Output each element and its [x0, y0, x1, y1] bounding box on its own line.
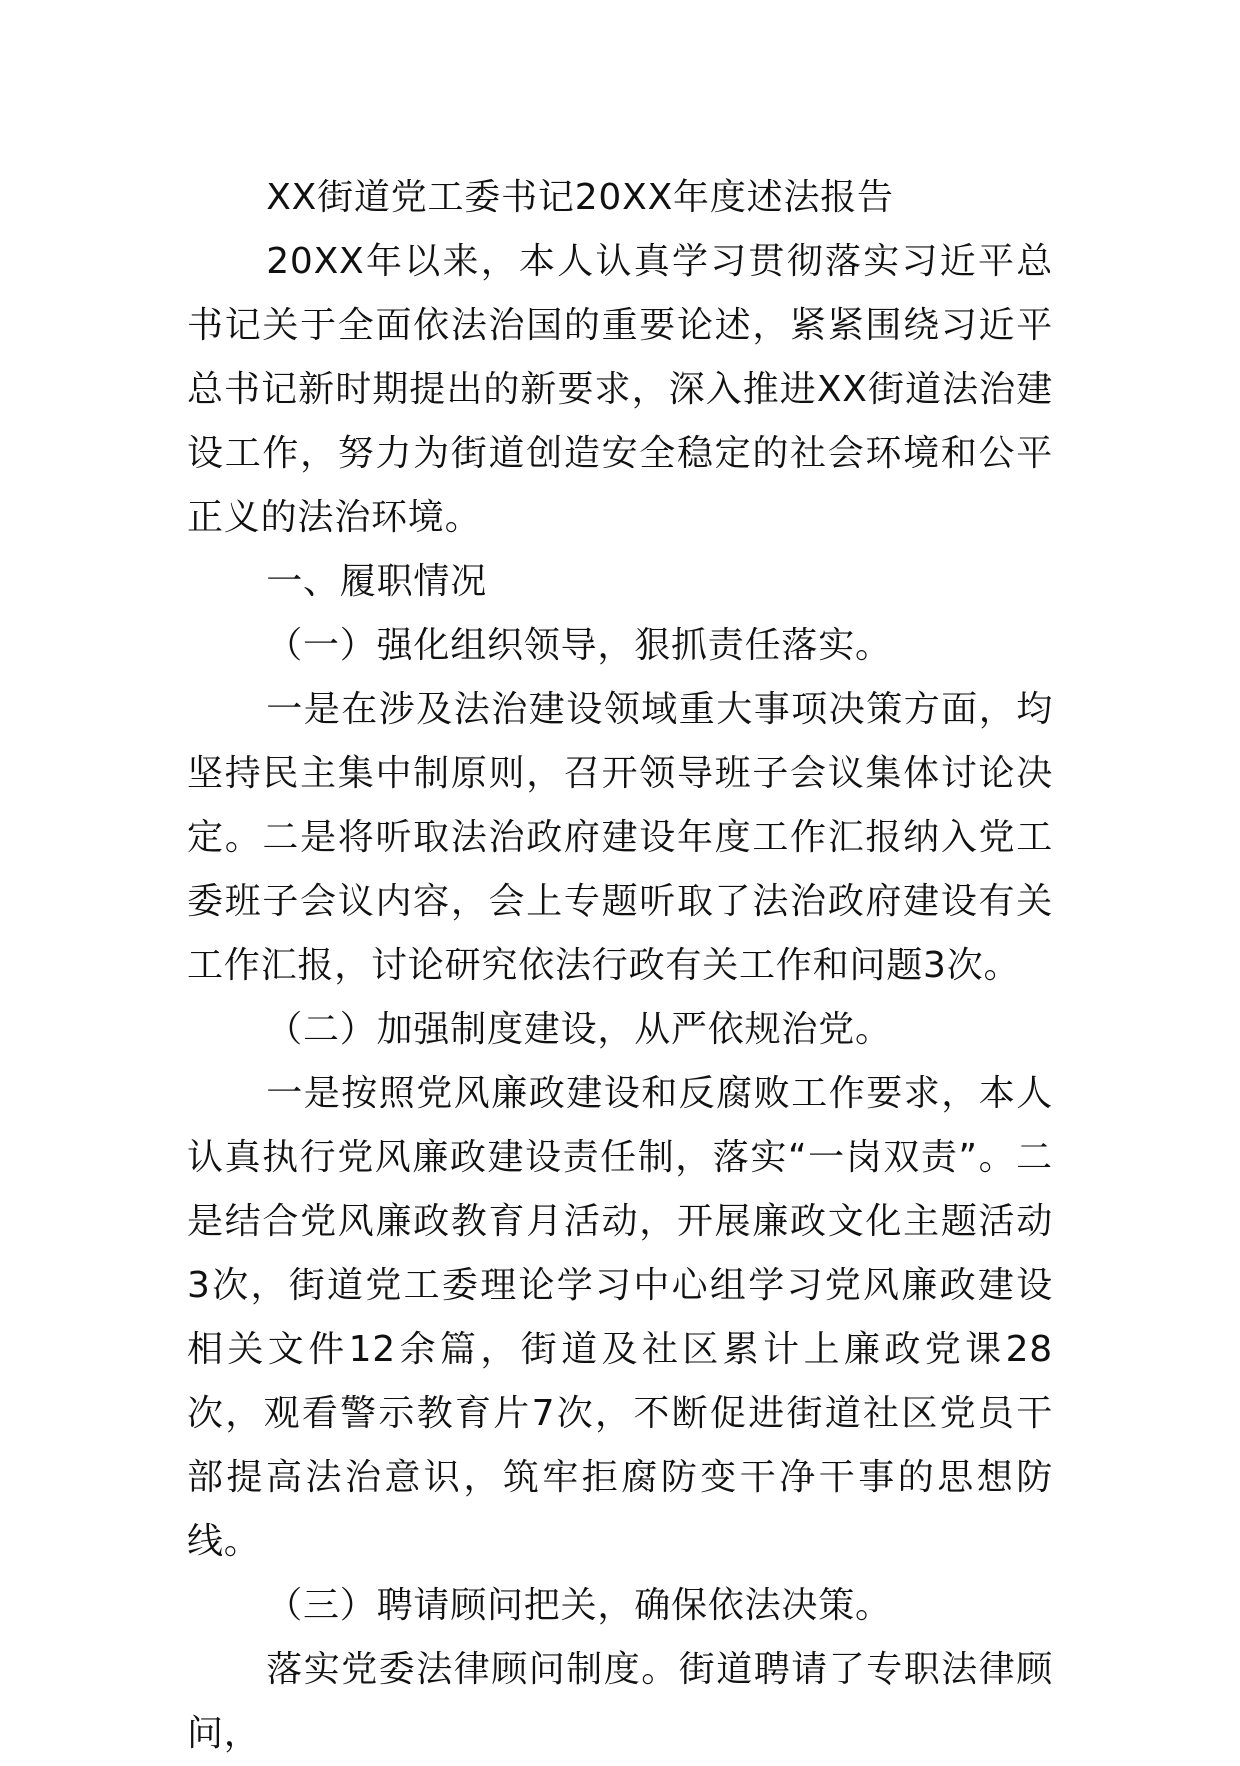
- paragraph-subsection-2: 一是按照党风廉政建设和反腐败工作要求，本人认真执行党风廉政建设责任制，落实“一岗双责”。二是结合党风廉政教育月活动，开展廉政文化主题活动3次，街道党工委理论学习中心组学习党风廉政建设相关文件12余篇，街道及社区累计上廉政党课28次，观看警示教育片7次，不断促进街道社区党员干部提高法治意识，筑牢拒腐防变干净干事的思想防线。: [187, 1073, 1053, 1562]
- subsection-heading-2: （二）加强制度建设，从严依规治党。: [266, 1009, 892, 1050]
- paragraph-subsection-3: 落实党委法律顾问制度。街道聘请了专职法律顾问，: [187, 1649, 1053, 1754]
- paragraph-intro: 20XX年以来，本人认真学习贯彻落实习近平总书记关于全面依法治国的重要论述，紧紧围绕习近平总书记新时期提出的新要求，深入推进XX街道法治建设工作，努力为街道创造安全稳定的社会环境和公平正义的法治环境。: [187, 241, 1053, 538]
- section-heading-1: 一、履职情况: [266, 561, 487, 602]
- document-title: XX街道党工委书记20XX年度述法报告: [266, 177, 894, 218]
- subsection-heading-1: （一）强化组织领导，狠抓责任落实。: [266, 625, 892, 666]
- paragraph-subsection-1: 一是在涉及法治建设领域重大事项决策方面，均坚持民主集中制原则，召开领导班子会议集体讨论决定。二是将听取法治政府建设年度工作汇报纳入党工委班子会议内容，会上专题听取了法治政府建设有关工作汇报，讨论研究依法行政有关工作和问题3次。: [187, 689, 1053, 986]
- subsection-heading-3: （三）聘请顾问把关，确保依法决策。: [266, 1585, 892, 1626]
- document-body: [187, 166, 1053, 1766]
